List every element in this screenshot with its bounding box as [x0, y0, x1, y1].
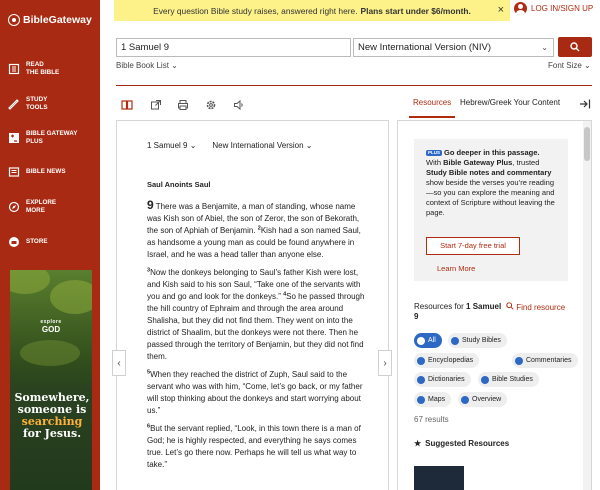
filter-chip-commentaries[interactable]: Commentaries — [512, 353, 578, 368]
tab-underline — [409, 116, 455, 118]
previous-chapter-button[interactable]: ‹ — [112, 350, 126, 376]
ad-tagline: Somewhere, someone is searching for Jesus. — [14, 391, 90, 440]
resources-panel — [397, 120, 592, 490]
sidebar-item-read[interactable] — [8, 61, 98, 77]
sidebar-item-label: STORE — [26, 238, 48, 245]
sidebar-item-label: BIBLE GATEWAY PLUS — [26, 130, 78, 145]
filter-chip-encyclopedias[interactable]: Encyclopedias — [414, 353, 479, 368]
passage-pane — [116, 120, 389, 490]
chevron-down-icon: ⌄ — [541, 43, 548, 52]
next-chapter-button[interactable]: › — [378, 350, 392, 376]
find-resource-link[interactable]: Find resource — [506, 302, 566, 313]
logo[interactable] — [8, 14, 92, 26]
suggested-resources-heading: ★ Suggested Resources — [414, 439, 510, 448]
font-size-link[interactable]: Font Size ⌄ — [548, 61, 591, 70]
compass-icon — [8, 201, 20, 213]
logo-text: BibleGateway — [23, 14, 92, 26]
passage-version-select[interactable]: New International Version ⌄ — [212, 141, 313, 150]
book-icon — [451, 337, 459, 345]
filter-chip-overview[interactable]: Overview — [458, 392, 507, 407]
filter-chip-study-bibles[interactable]: Study Bibles — [448, 333, 507, 348]
gear-icon[interactable] — [205, 99, 217, 111]
search-icon — [570, 42, 580, 52]
leaf-decoration — [50, 280, 92, 314]
plus-minus-icon — [8, 132, 20, 144]
sidebar-item-plus[interactable] — [8, 130, 98, 146]
explore-god-logo: explore GOD — [40, 319, 62, 334]
plus-badge: PLUS — [428, 150, 441, 156]
sidebar-item-study-tools[interactable] — [8, 96, 98, 112]
collapse-panel-icon[interactable] — [579, 98, 591, 110]
verse-3: $^3$Now the donkeys belonging to Saul’s father Kish were lost, and Kish said to his son Saul, “Take one of the servants with you and go and look for the donkeys.” $^4$So he passed through the hill country of Ephraim and through the area around Shalisha, but they did not find them. They went on into the district of Shaalim, but the donkeys were not there. Then he passed through the territory of Benjamin, but they did not find them. — [147, 267, 365, 361]
suggested-resource-thumbnail[interactable] — [414, 466, 464, 490]
verse-1: 9 There was a Benjamite, a man of standing, whose name was Kish son of Abiel, the son of Zeror, the son of Bekorath, the son of Aphiah of Benjamin. $^2$Kish had a son named Saul, as handsome a young man as could be found anywhere in Israel, and he was a head taller than anyone else. — [147, 198, 361, 259]
dictionary-icon — [417, 376, 425, 384]
explore-god-ad[interactable] — [10, 270, 92, 490]
sidebar-item-news[interactable] — [8, 166, 98, 178]
sidebar-item-label: STUDY TOOLS — [26, 96, 48, 111]
globe-icon — [417, 357, 425, 365]
passage-heading: Saul Anoints Saul — [147, 180, 211, 189]
plus-promo-card — [414, 139, 568, 281]
map-icon — [417, 396, 425, 404]
search-button[interactable] — [558, 37, 592, 57]
login-link[interactable] — [514, 2, 593, 15]
filter-chip-maps[interactable]: Maps — [414, 392, 451, 407]
verse-5: $^5$When they reached the district of Zuph, Saul said to the servant who was with him, “Come, let’s go back, or my father will stop thinking about the donkeys and start worrying about us.” — [147, 369, 363, 415]
leaf-decoration — [10, 270, 50, 294]
promo-banner — [114, 0, 510, 21]
free-trial-button[interactable]: Start 7-day free trial — [426, 237, 520, 255]
passage-text — [147, 179, 369, 477]
audio-icon[interactable] — [233, 99, 245, 111]
scrollbar-thumb[interactable] — [584, 127, 590, 161]
sidebar — [0, 0, 100, 490]
passage-search-input[interactable]: 1 Samuel 9 — [116, 38, 351, 57]
resources-for-label: Resources for 1 Samuel 9 — [414, 302, 502, 321]
sidebar-item-label: EXPLORE MORE — [26, 199, 57, 214]
learn-more-link[interactable]: Learn More — [437, 264, 476, 273]
study-tools-icon — [8, 98, 20, 110]
sidebar-item-store[interactable] — [8, 236, 98, 248]
close-icon[interactable]: × — [497, 4, 504, 16]
search-icon — [506, 302, 514, 310]
overview-icon — [461, 396, 469, 404]
results-count: 67 results — [414, 415, 449, 424]
logo-icon — [8, 14, 20, 26]
user-icon — [514, 2, 527, 15]
bible-book-list-link[interactable]: Bible Book List ⌄ — [116, 61, 178, 70]
sidebar-item-label: READ THE BIBLE — [26, 61, 60, 76]
login-label: LOG IN/SIGN UP — [531, 4, 594, 13]
divider — [116, 85, 592, 86]
filter-chip-bible-studies[interactable]: Bible Studies — [478, 372, 539, 387]
plus-card-text: PLUS Go deeper in this passage. With Bible Gateway Plus, trusted Study Bible notes and commentary show beside the verses you’re reading—so you can explore the meaning and context of Scripture without leaving the page. — [426, 148, 555, 217]
version-select-value: New International Version (NIV) — [358, 42, 492, 53]
banner-text: Every question Bible study raises, answered right here. — [153, 5, 358, 16]
print-icon[interactable] — [177, 99, 189, 111]
version-select[interactable] — [353, 38, 554, 57]
star-icon: ★ — [414, 439, 422, 448]
chapter-number: 9 — [147, 198, 154, 212]
comment-icon — [515, 357, 523, 365]
passage-header — [147, 141, 313, 150]
leaf-decoration — [20, 340, 80, 366]
parallel-icon[interactable] — [121, 99, 133, 111]
share-icon[interactable] — [150, 99, 162, 111]
news-icon — [8, 166, 20, 178]
filter-chip-dictionaries[interactable]: Dictionaries — [414, 372, 471, 387]
store-icon — [8, 236, 20, 248]
tab-hebrew-greek[interactable]: Hebrew/Greek Your Content — [460, 98, 561, 107]
sidebar-item-explore[interactable] — [8, 199, 98, 215]
bible-study-icon — [481, 376, 489, 384]
banner-bold-text[interactable]: Plans start under $6/month. — [360, 5, 471, 16]
book-icon — [8, 63, 20, 75]
tab-resources[interactable]: Resources — [413, 98, 452, 107]
check-icon — [417, 337, 425, 345]
passage-ref-select[interactable]: 1 Samuel 9 ⌄ — [147, 141, 197, 150]
verse-6: $^6$But the servant replied, “Look, in this town there is a man of God; he is highly respected, and everything he says comes true. Let’s go there now. Perhaps he will tell us what way to take.” — [147, 423, 361, 469]
filter-chip-all[interactable]: All — [414, 333, 442, 348]
sidebar-item-label: BIBLE NEWS — [26, 168, 66, 175]
panel-scrollbar[interactable] — [583, 121, 591, 490]
